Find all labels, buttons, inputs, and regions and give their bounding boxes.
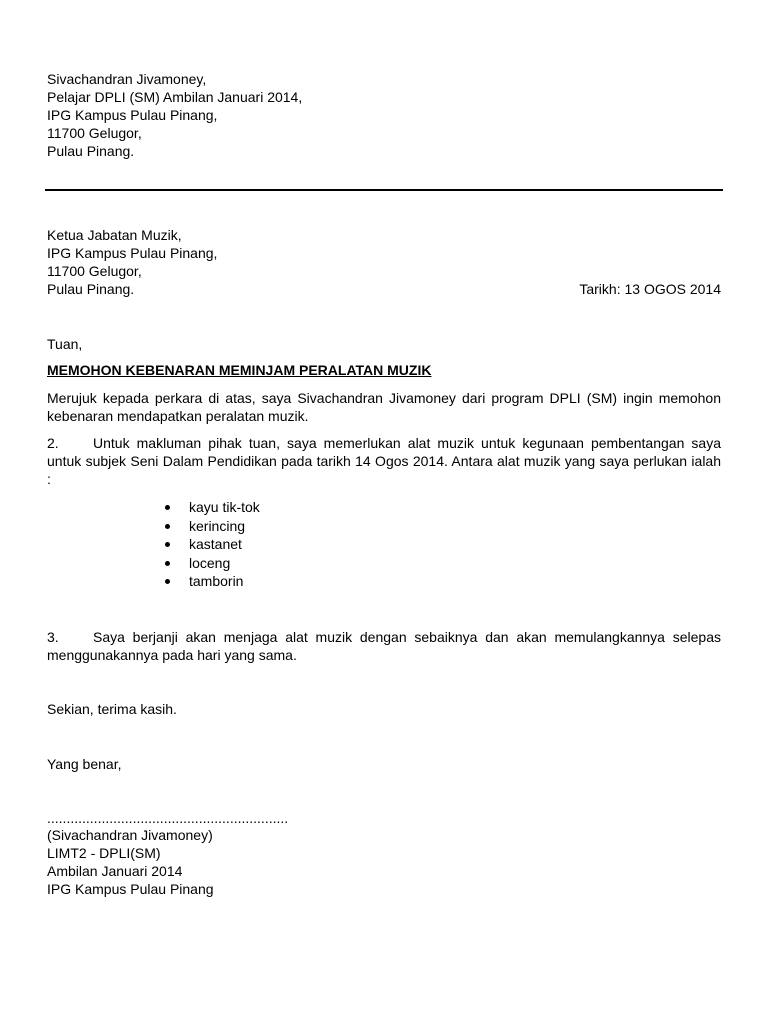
recipient-line: Pulau Pinang. bbox=[47, 281, 135, 297]
paragraph-2 bbox=[47, 434, 721, 488]
list-item: kerincing bbox=[163, 517, 260, 536]
letter-date: Tarikh: 13 OGOS 2014 bbox=[579, 281, 721, 297]
bullet-icon bbox=[165, 579, 170, 584]
sender-line: Pelajar DPLI (SM) Ambilan Januari 2014, bbox=[47, 89, 303, 105]
list-item: tamborin bbox=[163, 572, 260, 591]
subject-heading: MEMOHON KEBENARAN MEMINJAM PERALATAN MUZIK bbox=[47, 362, 432, 378]
signature-line: .............................................................. bbox=[47, 810, 289, 826]
recipient-line: 11700 Gelugor, bbox=[47, 263, 142, 279]
instrument-list bbox=[163, 498, 260, 591]
list-item: loceng bbox=[163, 554, 260, 573]
recipient-line: IPG Kampus Pulau Pinang, bbox=[47, 245, 218, 261]
recipient-line: Ketua Jabatan Muzik, bbox=[47, 227, 182, 243]
paragraph-number: 3. bbox=[47, 629, 59, 645]
paragraph-text: Untuk makluman pihak tuan, saya memerlukan alat muzik untuk kegunaan pembentangan saya untuk subjek Seni Dalam Pendidikan pada tarikh 14 Ogos 2014. Antara alat muzik yang saya perlukan ialah : bbox=[47, 435, 721, 487]
bullet-icon bbox=[165, 505, 170, 510]
paragraph-1: Merujuk kepada perkara di atas, saya Sivachandran Jivamoney dari program DPLI (SM) ingin memohon kebenaran mendapatkan peralatan muzik. bbox=[47, 390, 721, 424]
sender-line: IPG Kampus Pulau Pinang, bbox=[47, 107, 218, 123]
paragraph-number: 2. bbox=[47, 435, 59, 451]
signatory-name: (Sivachandran Jivamoney) bbox=[47, 827, 213, 843]
paragraph-3 bbox=[47, 628, 721, 664]
sender-line: Sivachandran Jivamoney, bbox=[47, 71, 207, 87]
bullet-icon bbox=[165, 561, 170, 566]
salutation: Tuan, bbox=[47, 336, 83, 352]
signatory-intake: Ambilan Januari 2014 bbox=[47, 863, 183, 879]
sender-line: Pulau Pinang. bbox=[47, 143, 135, 159]
header-divider bbox=[45, 189, 723, 191]
list-item: kastanet bbox=[163, 535, 260, 554]
signatory-course: LIMT2 - DPLI(SM) bbox=[47, 845, 161, 861]
signatory-institution: IPG Kampus Pulau Pinang bbox=[47, 881, 214, 897]
paragraph-text: Saya berjanji akan menjaga alat muzik dengan sebaiknya dan akan memulangkannya selepas menggunakannya pada hari yang sama. bbox=[47, 629, 721, 663]
bullet-icon bbox=[165, 524, 170, 529]
signoff: Yang benar, bbox=[47, 756, 122, 772]
list-item: kayu tik-tok bbox=[163, 498, 260, 517]
sender-line: 11700 Gelugor, bbox=[47, 125, 142, 141]
bullet-icon bbox=[165, 542, 170, 547]
closing: Sekian, terima kasih. bbox=[47, 701, 177, 717]
